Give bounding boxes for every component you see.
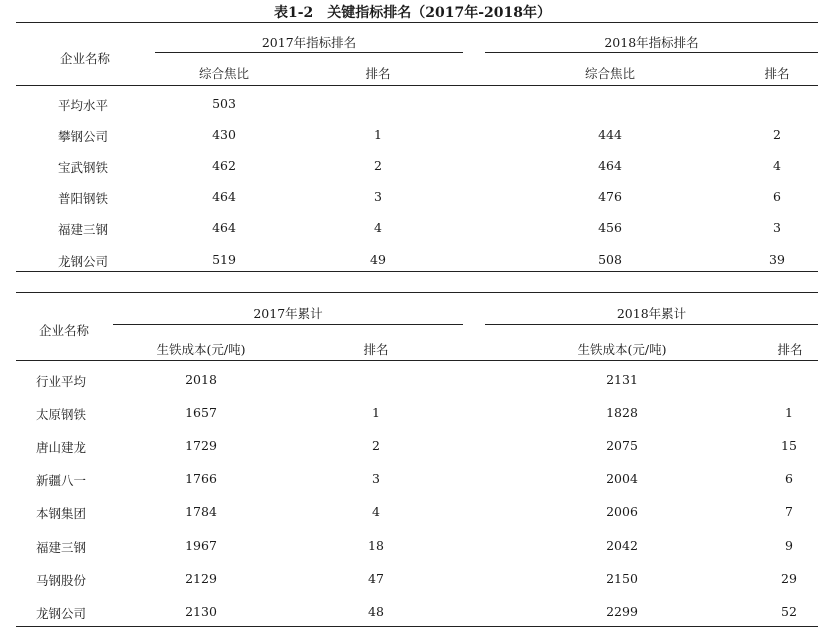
company-name: 宝武钢铁	[58, 160, 109, 175]
company-name: 福建三钢	[58, 222, 109, 237]
table-1-top-rule	[16, 22, 818, 23]
cost-2018: 2006	[606, 504, 638, 519]
rank-2017: 2	[374, 158, 382, 173]
metric-2017: 503	[212, 96, 236, 111]
metric-2018: 456	[598, 220, 622, 235]
company-name: 福建三钢	[36, 540, 87, 555]
group-rule-2018	[485, 52, 818, 53]
cost-2017: 1766	[185, 471, 217, 486]
col-header-rank-2018: 排名	[777, 342, 803, 357]
rank-2018: 1	[785, 405, 793, 420]
rank-2017: 2	[372, 438, 380, 453]
rank-2017: 47	[368, 571, 384, 586]
table-1-header-rule	[16, 85, 818, 86]
company-name: 普阳钢铁	[58, 191, 109, 206]
group-header-2017: 2017年累计	[253, 306, 323, 321]
table-2-bottom-rule	[16, 626, 818, 627]
rank-2017: 49	[370, 252, 386, 267]
metric-2018: 464	[598, 158, 622, 173]
company-name: 太原钢铁	[36, 407, 87, 422]
rank-2018: 9	[785, 538, 793, 553]
company-name: 唐山建龙	[36, 440, 87, 455]
metric-2017: 464	[212, 220, 236, 235]
company-name: 行业平均	[36, 374, 87, 389]
rank-2017: 1	[372, 405, 380, 420]
metric-2017: 519	[212, 252, 236, 267]
rank-2018: 2	[773, 127, 781, 142]
metric-2017: 430	[212, 127, 236, 142]
table-title: 表1-2 关键指标排名（2017年-2018年）	[273, 5, 552, 21]
col-header-rank-2018: 排名	[764, 66, 790, 81]
cost-2017: 1657	[185, 405, 217, 420]
table-1-bottom-rule	[16, 271, 818, 272]
rank-2017: 3	[372, 471, 380, 486]
company-name: 龙钢公司	[58, 254, 109, 269]
group-rule-2017	[113, 324, 463, 325]
rank-2017: 1	[374, 127, 382, 142]
cost-2017: 2018	[185, 372, 217, 387]
group-header-2018: 2018年累计	[616, 306, 687, 321]
company-header: 企业名称	[59, 51, 110, 66]
cost-2017: 1967	[185, 538, 217, 553]
col-header-metric-2017: 生铁成本(元/吨)	[156, 342, 246, 357]
company-name: 攀钢公司	[58, 129, 109, 144]
rank-2018: 6	[785, 471, 793, 486]
group-header-2018: 2018年指标排名	[604, 35, 699, 50]
cost-2018: 1828	[606, 405, 638, 420]
col-header-metric-2017: 综合焦比	[198, 66, 249, 81]
metric-2017: 462	[212, 158, 236, 173]
cost-2017: 1729	[185, 438, 217, 453]
cost-2017: 2129	[185, 571, 217, 586]
group-rule-2017	[155, 52, 463, 53]
rank-2018: 6	[773, 189, 781, 204]
cost-2018: 2299	[606, 604, 638, 619]
cost-2018: 2004	[606, 471, 638, 486]
rank-2018: 29	[781, 571, 797, 586]
cost-2017: 1784	[185, 504, 217, 519]
rank-2017: 18	[368, 538, 384, 553]
cost-2018: 2131	[606, 372, 638, 387]
company-name: 平均水平	[58, 98, 109, 113]
company-header: 企业名称	[38, 323, 89, 338]
cost-2018: 2075	[606, 438, 638, 453]
rank-2017: 4	[372, 504, 380, 519]
rank-2018: 7	[785, 504, 793, 519]
company-name: 新疆八一	[36, 473, 87, 488]
col-header-rank-2017: 排名	[363, 342, 389, 357]
rank-2017: 3	[374, 189, 382, 204]
table-2-header-rule	[16, 360, 818, 361]
col-header-metric-2018: 生铁成本(元/吨)	[577, 342, 667, 357]
metric-2017: 464	[212, 189, 236, 204]
rank-2018: 15	[781, 438, 797, 453]
metric-2018: 444	[598, 127, 622, 142]
rank-2018: 52	[781, 604, 797, 619]
cost-2017: 2130	[185, 604, 217, 619]
rank-2017: 4	[374, 220, 382, 235]
rank-2017: 48	[368, 604, 384, 619]
metric-2018: 476	[598, 189, 622, 204]
company-name: 龙钢公司	[36, 606, 87, 621]
group-header-2017: 2017年指标排名	[261, 35, 357, 50]
table-2-top-rule	[16, 292, 818, 293]
col-header-rank-2017: 排名	[365, 66, 391, 81]
metric-2018: 508	[598, 252, 622, 267]
group-rule-2018	[485, 324, 818, 325]
rank-2018: 3	[773, 220, 781, 235]
cost-2018: 2150	[606, 571, 638, 586]
col-header-metric-2018: 综合焦比	[584, 66, 635, 81]
rank-2018: 39	[769, 252, 785, 267]
company-name: 本钢集团	[36, 506, 87, 521]
cost-2018: 2042	[606, 538, 638, 553]
company-name: 马钢股份	[36, 573, 87, 588]
rank-2018: 4	[773, 158, 781, 173]
